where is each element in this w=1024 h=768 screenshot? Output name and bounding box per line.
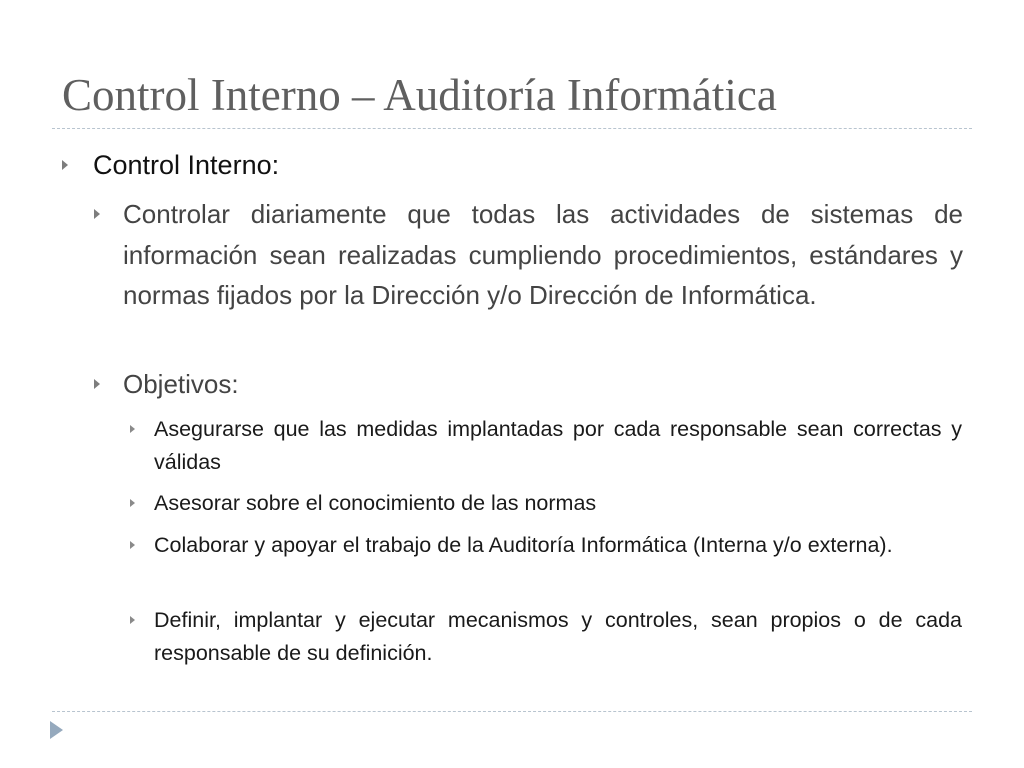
bullet-level2-objetivos: Objetivos: [123,369,239,399]
title-divider [52,128,972,129]
triangle-bullet-icon [130,425,135,433]
footer-divider [52,711,972,712]
slide-title: Control Interno – Auditoría Informática [62,70,777,120]
bullet-level3-asegurarse: Asegurarse que las medidas implantadas por cada responsable sean correctas y válidas [154,417,962,474]
bullet-level2-controlar: Controlar diariamente que todas las actividades de sistemas de información sean realizadas cumpliendo procedimientos, estándares y normas fijados por la Dirección y/o Dirección de Informática. [123,199,963,310]
triangle-bullet-icon [130,616,135,624]
triangle-bullet-icon [94,379,100,389]
bullet-level3-definir: Definir, implantar y ejecutar mecanismos y controles, sean propios o de cada responsable de su definición. [154,608,962,665]
triangle-bullet-icon [130,499,135,507]
bullet-level3-asesorar: Asesorar sobre el conocimiento de las normas [154,491,597,515]
next-slide-arrow-icon[interactable] [50,721,63,739]
triangle-bullet-icon [94,209,100,219]
bullet-level1-control-interno: Control Interno: [93,150,280,180]
triangle-bullet-icon [130,541,135,549]
triangle-bullet-icon [62,160,68,170]
bullet-level3-colaborar: Colaborar y apoyar el trabajo de la Auditoría Informática (Interna y/o externa). [154,533,893,557]
